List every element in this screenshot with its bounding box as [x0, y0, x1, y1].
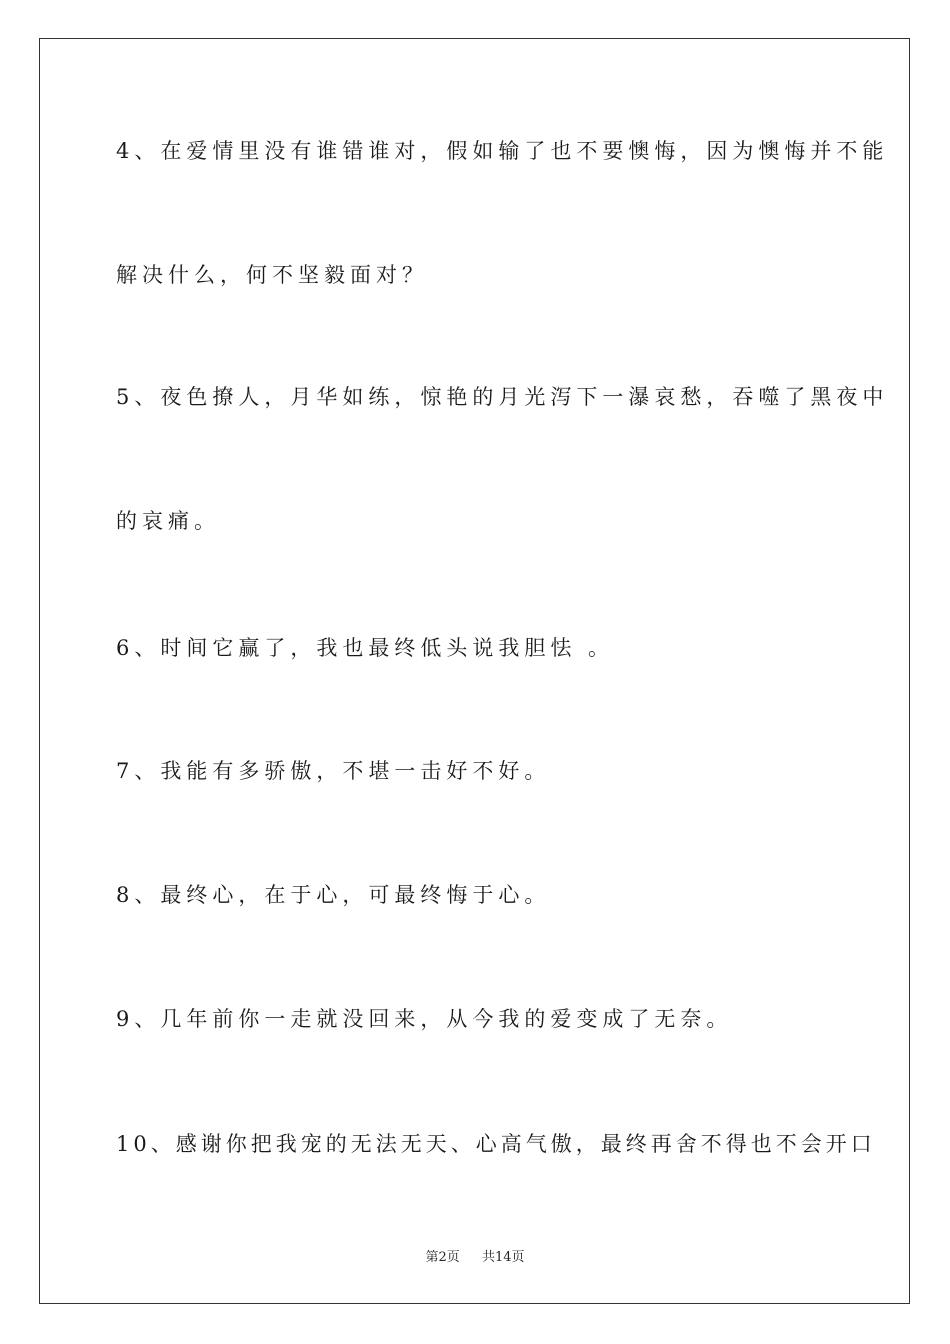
page-border: [39, 38, 910, 1304]
text-line-9: 10、感谢你把我宠的无法无天、心高气傲，最终再舍不得也不会开口: [116, 1132, 876, 1156]
text-line-1: 4、在爱情里没有谁错谁对，假如输了也不要懊悔，因为懊悔并不能: [116, 139, 889, 163]
text-line-5: 6、时间它赢了，我也最终低头说我胆怯 。: [116, 636, 615, 660]
text-line-2: 解决什么，何不坚毅面对？: [116, 263, 428, 287]
text-line-6: 7、我能有多骄傲，不堪一击好不好。: [116, 759, 551, 783]
total-pages: 共14页: [482, 1250, 525, 1265]
text-line-4: 的哀痛。: [116, 509, 220, 533]
text-line-3: 5、夜色撩人，月华如练，惊艳的月光泻下一瀑哀愁，吞噬了黑夜中: [116, 385, 889, 409]
page-number: 第2页: [425, 1250, 460, 1265]
text-line-8: 9、几年前你一走就没回来，从今我的爱变成了无奈。: [116, 1007, 733, 1031]
text-line-7: 8、最终心，在于心，可最终悔于心。: [116, 883, 551, 907]
page-footer: [0, 1246, 950, 1265]
